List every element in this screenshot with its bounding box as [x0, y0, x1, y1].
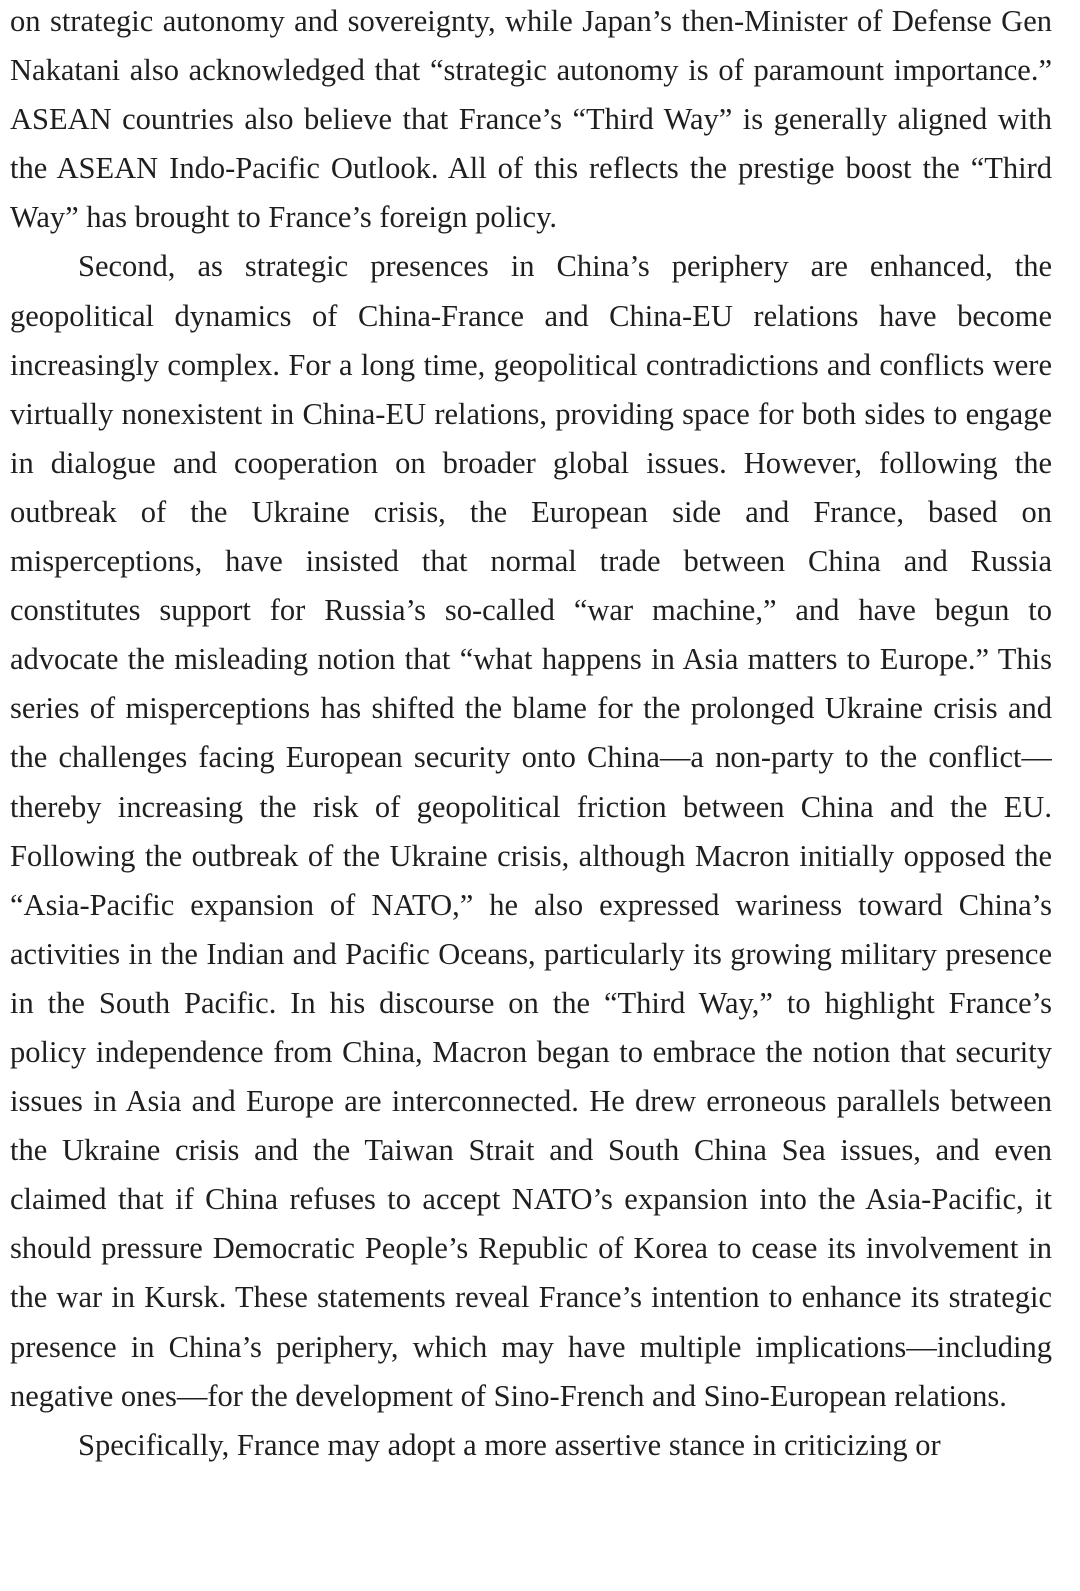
paragraph-continuation: on strategic autonomy and sovereignty, while Japan’s then-Minister of Defense Gen Nakatani also acknowledged that “strategic autonomy is of paramount importance.” ASEAN countries also believe that France’s “Third Way” is generally aligned with the ASEAN Indo-Pacific Outlook. All of this reflects the prestige boost the “Third Way” has brought to France’s foreign policy. — [10, 4, 1052, 235]
paragraph-specifically: Specifically, France may adopt a more assertive stance in criticizing or — [78, 1427, 941, 1462]
paragraph-second: Second, as strategic presences in China’s periphery are enhanced, the geopolitical dynamics of China-France and China-EU relations have become increasingly complex. For a long time, geopolitical contradictions and conflicts were virtually nonexistent in China-EU relations, providing space for both sides to engage in dialogue and cooperation on broader global issues. However, following the outbreak of the Ukraine crisis, the European side and France, based on misperceptions, have insisted that normal trade between China and Russia constitutes support for Russia’s so-called “war machine,” and have begun to advocate the misleading notion that “what happens in Asia matters to Europe.” This series of misperceptions has shifted the blame for the prolonged Ukraine crisis and the challenges facing European security onto China—a non-party to the conflict—thereby increasing the risk of geopolitical friction between China and the EU. Following the outbreak of the Ukraine crisis, although Macron initially opposed the “Asia-Pacific expansion of NATO,” he also expressed wariness toward China’s activities in the Indian and Pacific Oceans, particularly its growing military presence in the South Pacific. In his discourse on the “Third Way,” to highlight France’s policy independence from China, Macron began to embrace the notion that security issues in Asia and Europe are interconnected. He drew erroneous parallels between the Ukraine crisis and the Taiwan Strait and South China Sea issues, and even claimed that if China refuses to accept NATO’s expansion into the Asia-Pacific, it should pressure Democratic People’s Republic of Korea to cease its involvement in the war in Kursk. These statements reveal France’s intention to enhance its strategic presence in China’s periphery, which may have multiple implications—including negative ones—for the development of Sino-French and Sino-European relations. — [10, 249, 1052, 1413]
document-page — [10, 0, 1052, 1591]
